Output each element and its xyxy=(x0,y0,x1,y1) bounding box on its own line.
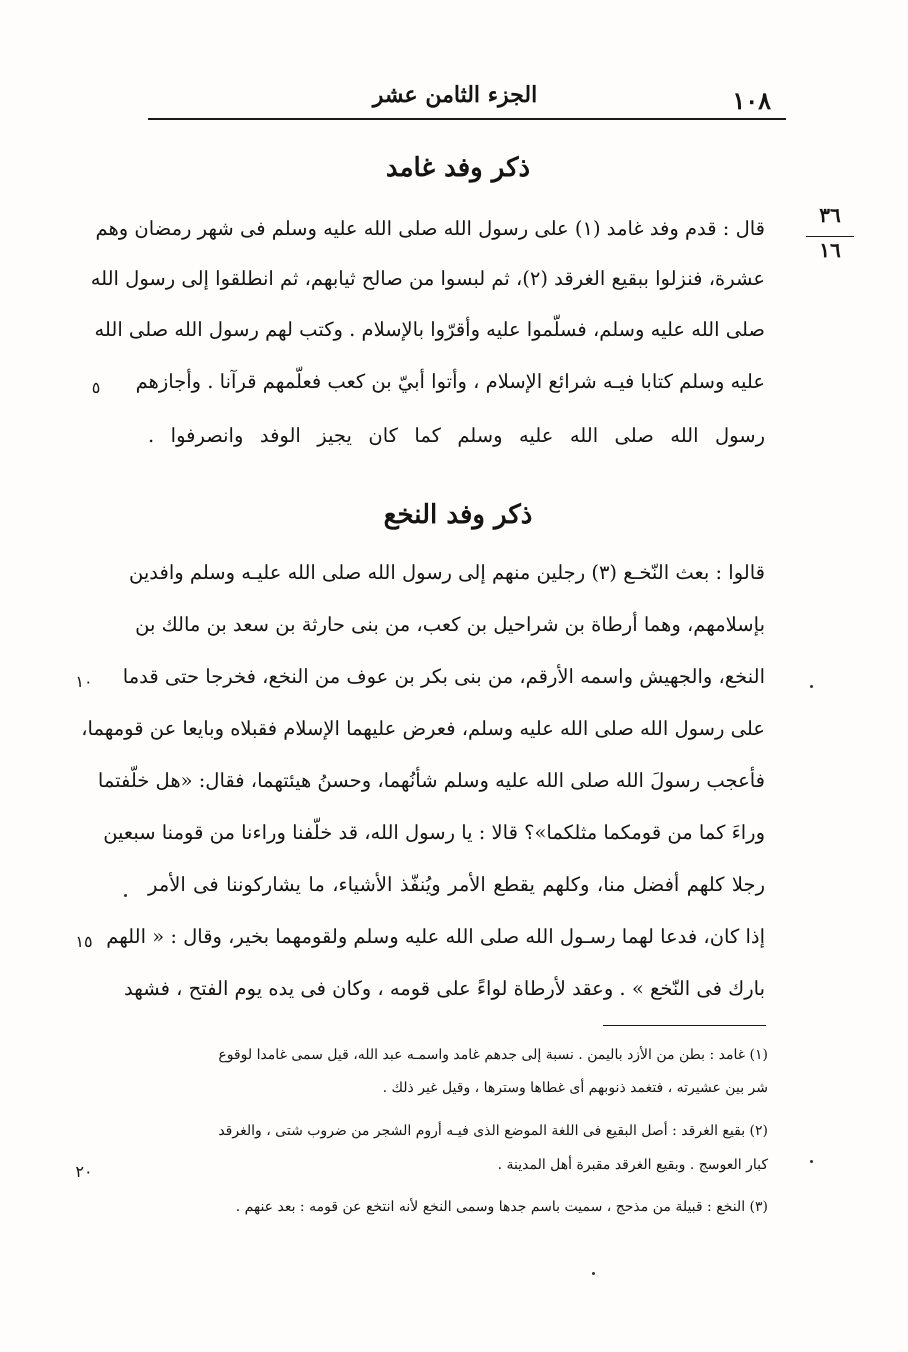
line-number-5: ٥ xyxy=(91,378,101,397)
section-title-ghamid: ذكر وفد غامد xyxy=(385,153,531,183)
header-rule xyxy=(148,118,786,120)
body-line: بارك فى النّخع » . وعقد لأرطاة لواءً على قومه ، وكان فى يده يوم الفتح ، فشهد xyxy=(124,977,765,1000)
body-line: صلى الله عليه وسلم، فسلّموا عليه وأقرّوا بالإسلام . وكتب لهم رسول الله صلى الله xyxy=(94,318,765,341)
margin-ref-top: ٣٦ xyxy=(819,203,841,227)
body-line: قالوا : بعث النّخـع (٣) رجلين منهم إلى رسول الله صلى الله عليـه وسلم وافدين xyxy=(128,561,765,584)
footnote-rule xyxy=(603,1025,766,1026)
body-line: عليه وسلم كتابا فيـه شرائع الإسلام ، وأتوا أبيّ بن كعب فعلّمهم قرآنا . وأجازهم xyxy=(135,370,765,393)
body-line: رسول الله صلى الله عليه وسلم كما كان يجيز الوفد وانصرفوا . xyxy=(148,424,765,447)
section-title-nakha: ذكر وفد النخع xyxy=(383,500,533,530)
body-line: على رسول الله صلى الله عليه وسلم، فعرض عليهما الإسلام فقبلاه وبايعا عن قومهما، xyxy=(81,717,765,740)
body-line: عشرة، فنزلوا ببقيع الغرقد (٢)، ثم لبسوا من صالح ثيابهم، ثم انطلقوا إلى رسول الله xyxy=(90,267,765,290)
margin-ref-rule xyxy=(806,236,854,237)
body-line: وراءَ كما من قومكما مثلكما»؟ قالا : يا رسول الله، قد خلّفنا وراءنا من قومنا سبعين xyxy=(103,821,765,844)
scan-speck xyxy=(810,685,813,688)
footnote-line: (٢) بقيع الغرقد : أصل البقيع فى اللغة الموضع الذى فيـه أروم الشجر من ضروب شتى ، والغرقد xyxy=(218,1123,768,1139)
footnote-line: شر بين عشيرته ، فتغمد ذنوبهم أى غطاها وسترها ، وقيل غير ذلك . xyxy=(382,1080,768,1096)
margin-ref-bottom: ١٦ xyxy=(819,238,841,262)
footnote-line: كبار العوسج . وبقيع الغرقد مقبرة أهل المدينة . xyxy=(497,1157,768,1173)
running-header-title: الجزء الثامن عشر xyxy=(372,82,538,108)
line-number-20: ٢٠ xyxy=(75,1162,93,1181)
scan-speck xyxy=(124,894,127,897)
line-number-10: ١٠ xyxy=(75,672,93,691)
body-line: إذا كان، فدعا لهما رسـول الله صلى الله عليه وسلم ولقومهما بخير، وقال : « اللهم xyxy=(106,925,765,948)
body-line: قال : قدم وفد غامد (١) على رسول الله صلى الله عليه وسلم فى شهر رمضان وهم xyxy=(95,217,765,240)
line-number-15: ١٥ xyxy=(75,932,93,951)
body-line: بإسلامهم، وهما أرطاة بن شراحيل بن كعب، من بنى حارثة بن سعد بن مالك بن xyxy=(135,613,765,636)
page-number: ١٠٨ xyxy=(732,86,771,115)
body-line: رجلا كلهم أفضل منا، وكلهم يقطع الأمر ويُنفّذ الأشياء، ما يشاركوننا فى الأمر xyxy=(148,873,765,896)
footnote-line: (١) غامد : بطن من الأزد باليمن . نسبة إلى جدهم غامد واسمـه عبد الله، قيل سمى غامدا لوقوع xyxy=(218,1047,768,1063)
body-line: النخع، والجهيش واسمه الأرقم، من بنى بكر بن عوف من النخع، فخرجا حتى قدما xyxy=(122,665,765,688)
scan-speck xyxy=(810,1160,813,1163)
scan-speck xyxy=(592,1272,595,1275)
footnote-line: (٣) النخع : قبيلة من مذحج ، سميت باسم جدها وسمى النخع لأنه انتخع عن قومه : بعد عنهم . xyxy=(235,1199,768,1215)
body-line: فأعجب رسولَ الله صلى الله عليه وسلم شأنُهما، وحسنُ هيئتهما، فقال: «هل خلّفتما xyxy=(97,769,765,792)
